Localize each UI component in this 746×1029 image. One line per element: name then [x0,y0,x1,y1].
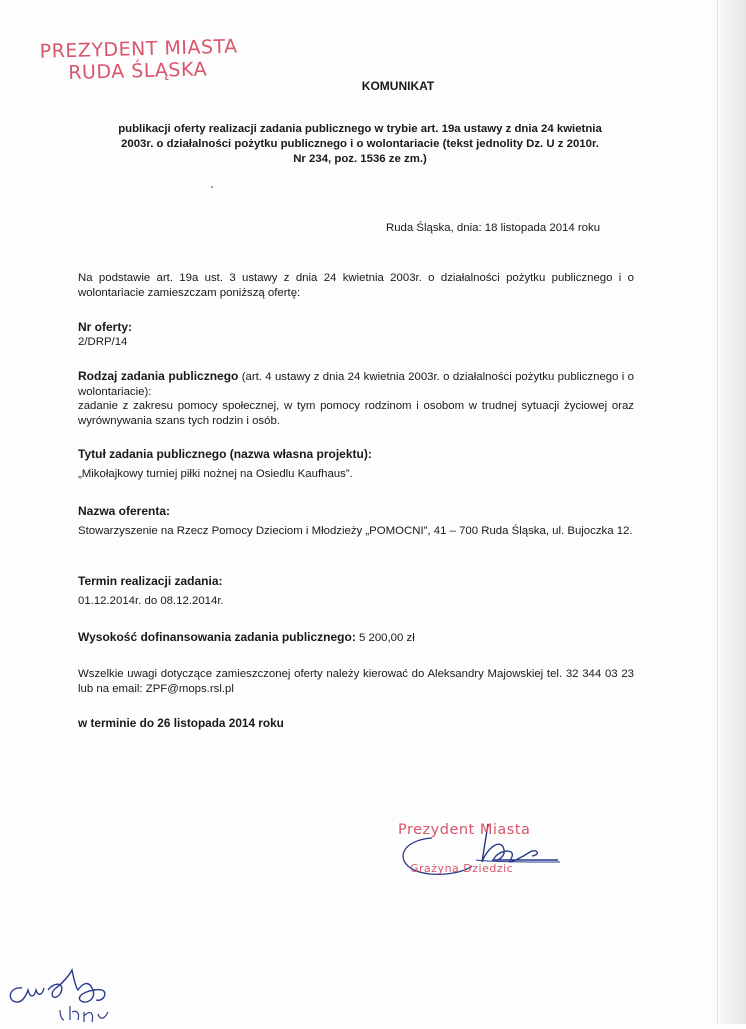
offeror-value: Stowarzyszenie na Rzecz Pomocy Dzieciom i Młodzieży „POMOCNI”, 41 – 700 Ruda Śląska, ul. Bujoczka 12. [78,524,633,537]
deadline-line: w terminie do 26 listopada 2014 roku [78,716,284,730]
funding-value: 5 200,00 zł [355,632,415,644]
initials-ink [4,966,114,1024]
term-section [78,574,634,608]
term-value: 01.12.2014r. do 08.12.2014r. [78,594,224,607]
offer-number-label: Nr oferty: [78,320,133,334]
term-label: Termin realizacji zadania: [78,574,223,588]
subtitle-line: Nr 234, poz. 1536 ze zm.) [293,153,427,165]
page-edge [717,0,746,1024]
task-type-label-suffix: (art. 4 ustawy z dnia 24 kwietnia 2003r. o działalności pożytku publicznego i o wolontariacie): [78,371,635,398]
task-title-value: „Mikołajkowy turniej piłki nożnej na Osiedlu Kaufhaus”. [78,467,353,480]
stamp-line-2: RUDA ŚLĄSKA [68,58,208,85]
subtitle-line: publikacji oferty realizacji zadania publicznego w trybie art. 19a ustawy z dnia 24 kwietnia [118,123,602,135]
offer-number-section [78,320,634,349]
task-type-heading [78,369,634,399]
intro-paragraph: Na podstawie art. 19a ust. 3 ustawy z dnia 24 kwietnia 2003r. o działalności pożytku publicznego i o wolontariacie zamieszczam poniższą ofertę: [78,272,634,299]
remarks-paragraph: Wszelkie uwagi dotyczące zamieszczonej oferty należy kierować do Aleksandry Majowskiej tel. 32 344 03 23 lub na email: ZPF@mops.rsl.pl [78,668,634,695]
president-signature-stamp [392,816,562,888]
funding-section [78,630,634,646]
task-type-section [78,369,634,428]
offer-number-value: 2/DRP/14 [78,335,128,348]
offeror-label: Nazwa oferenta: [78,504,171,518]
funding-label: Wysokość dofinansowania zadania publicznego: [78,630,356,644]
signature-stamp-line-1: Prezydent Miasta [398,822,531,838]
city-president-stamp [39,35,250,84]
task-title-section [78,447,634,481]
handwritten-initials [4,966,114,1024]
signature-stamp-line-2: Grażyna Dziedzic [410,862,514,875]
document-subtitle [90,122,630,167]
subtitle-line: 2003r. o działalności pożytku publicznego i o wolontariacie (tekst jednolity Dz. U z 2010r. [121,138,599,150]
scan-speck [211,186,213,188]
date-line: Ruda Śląska, dnia: 18 listopada 2014 roku [386,222,601,234]
stamp-line-1: PREZYDENT MIASTA [39,35,238,63]
task-type-label: Rodzaj zadania publicznego [78,369,239,383]
document-title: KOMUNIKAT [361,79,435,93]
task-title-label: Tytuł zadania publicznego (nazwa własna projektu): [78,447,372,461]
offeror-section [78,504,634,538]
task-type-value: zadanie z zakresu pomocy społecznej, w tym pomocy rodzinom i osobom w trudnej sytuacji życiowej oraz wyrównywania szans tych rodzin i osób. [78,400,634,427]
